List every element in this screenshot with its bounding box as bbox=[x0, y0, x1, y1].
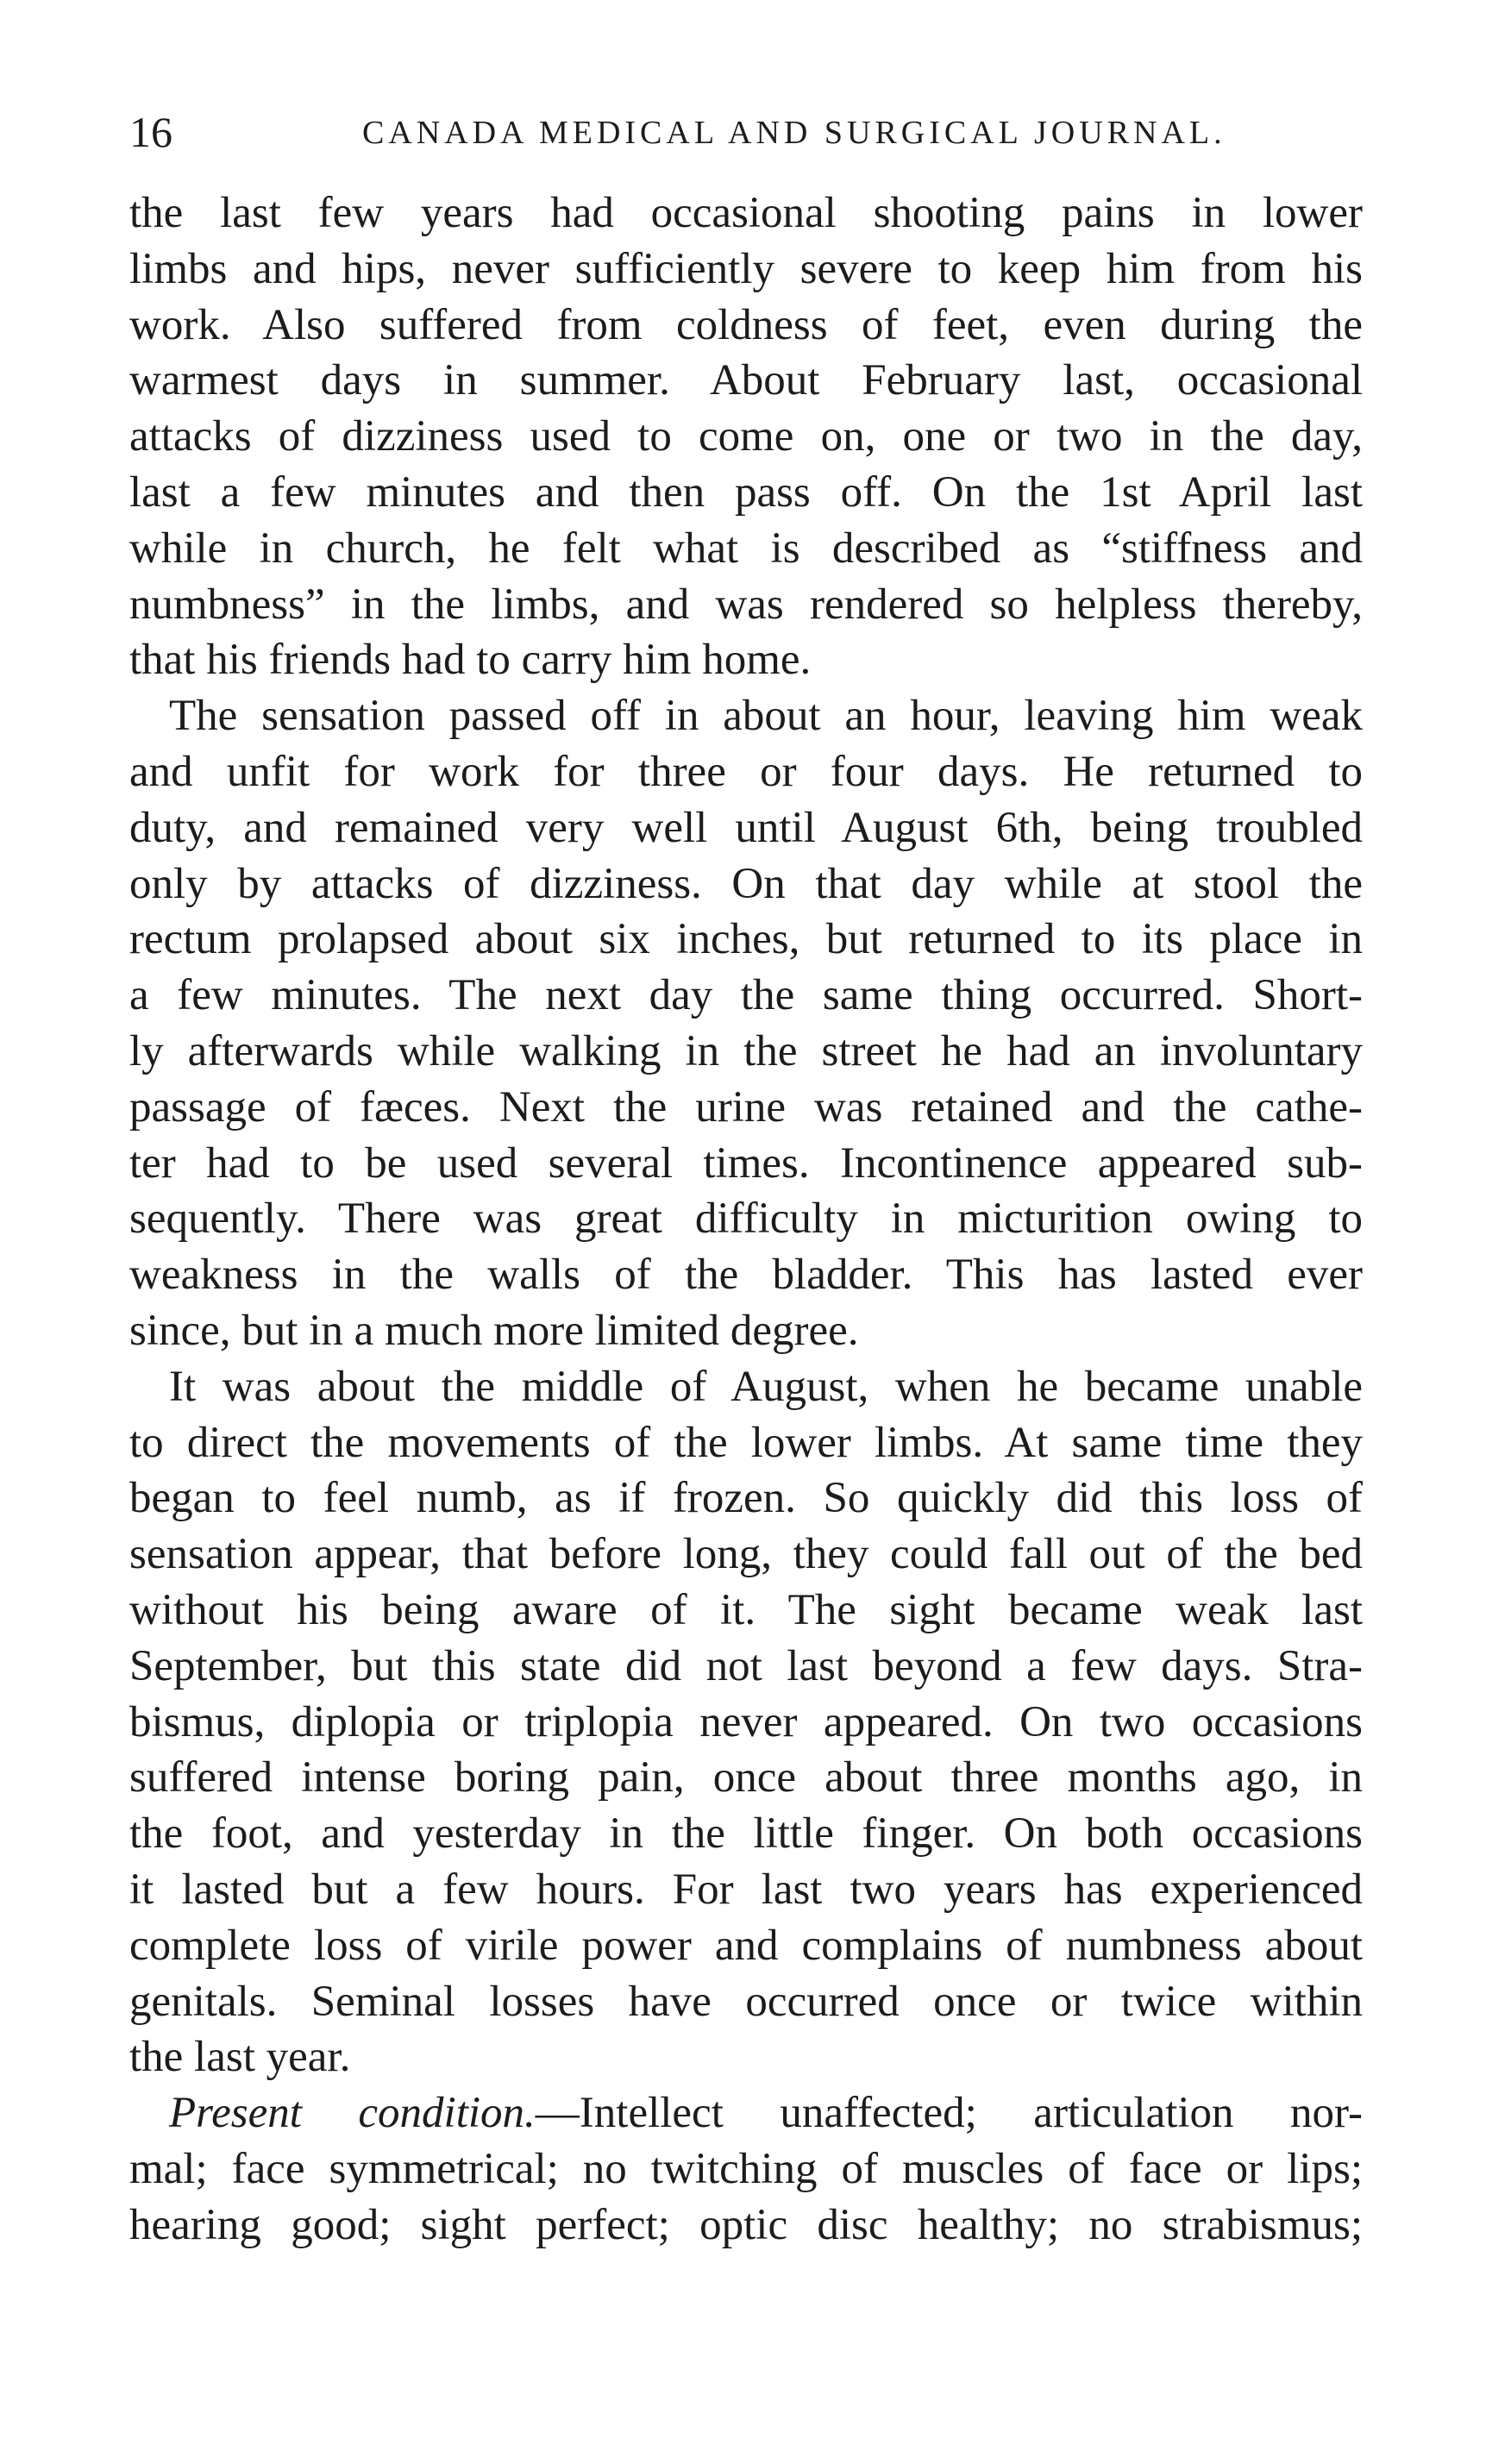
text-line: attacks of dizziness used to come on, one or two in the day, bbox=[129, 412, 1363, 461]
text-line: since, but in a much more limited degree. bbox=[129, 1306, 859, 1355]
text-line: sequently. There was great difficulty in micturition owing to bbox=[129, 1194, 1363, 1244]
text-line: genitals. Seminal losses have occurred once or twice within bbox=[129, 1977, 1363, 2026]
text-line: last a few minutes and then pass off. On the 1st April last bbox=[129, 467, 1363, 517]
text-line: passage of fæces. Next the urine was retained and the cathe- bbox=[129, 1082, 1363, 1132]
text-line: hearing good; sight perfect; optic disc healthy; no strabismus; bbox=[129, 2200, 1363, 2249]
paragraph-sensation bbox=[129, 688, 1363, 1359]
text-line: the last year. bbox=[129, 2033, 351, 2082]
text-line: began to feel numb, as if frozen. So quickly did this loss of bbox=[129, 1474, 1363, 1523]
section-heading-present-condition: Present condition. bbox=[169, 2089, 536, 2138]
text-line: ly afterwards while walking in the street he had an involuntary bbox=[129, 1026, 1363, 1075]
text-line: bismus, diplopia or triplopia never appeared. On two occasions bbox=[129, 1697, 1363, 1746]
text-line: to direct the movements of the lower limbs. At same time they bbox=[129, 1418, 1363, 1467]
page-number: 16 bbox=[129, 108, 172, 156]
text-line: while in church, he felt what is described as “stiffness and bbox=[129, 524, 1363, 573]
text-line: it lasted but a few hours. For last two years has experienced bbox=[129, 1865, 1363, 1914]
text-line: sensation appear, that before long, they could fall out of the bed bbox=[129, 1530, 1363, 1579]
text-line: numbness” in the limbs, and was rendered so helpless thereby, bbox=[129, 580, 1363, 629]
text-line: rectum prolapsed about six inches, but returned to its place in bbox=[129, 915, 1363, 964]
paragraph-present-condition bbox=[129, 2085, 1363, 2253]
text-line: duty, and remained very well until August 6th, being troubled bbox=[129, 803, 1363, 852]
text-line: the last few years had occasional shooting pains in lower bbox=[129, 189, 1363, 237]
text-line: the foot, and yesterday in the little finger. On both occasions bbox=[129, 1809, 1363, 1859]
text-line: and unfit for work for three or four days. He returned to bbox=[129, 747, 1363, 796]
text-line: a few minutes. The next day the same thing occurred. Short- bbox=[129, 971, 1363, 1020]
journal-title: CANADA MEDICAL AND SURGICAL JOURNAL. bbox=[362, 115, 1226, 151]
text-line: It was about the middle of August, when he became unable bbox=[169, 1362, 1363, 1411]
text-line: that his friends had to carry him home. bbox=[129, 636, 812, 685]
text-line: weakness in the walls of the bladder. This has lasted ever bbox=[129, 1251, 1363, 1300]
text-line: without his being aware of it. The sight became weak last bbox=[129, 1585, 1363, 1634]
running-head bbox=[129, 102, 1363, 162]
text-line: September, but this state did not last beyond a few days. Stra- bbox=[129, 1641, 1363, 1690]
text-line bbox=[129, 2085, 1363, 2141]
text-line: complete loss of virile power and complains of numbness about bbox=[129, 1921, 1363, 1970]
text-line: only by attacks of dizziness. On that day while at stool the bbox=[129, 859, 1363, 908]
text-line: suffered intense boring pain, once about three months ago, in bbox=[129, 1753, 1363, 1803]
text-line: The sensation passed off in about an hour, leaving him weak bbox=[169, 692, 1363, 741]
text-run: —Intellect unaffected; articulation nor- bbox=[535, 2089, 1363, 2138]
article-body bbox=[129, 185, 1363, 2253]
text-line: warmest days in summer. About February last, occasional bbox=[129, 356, 1363, 405]
paragraph-history bbox=[129, 185, 1363, 688]
text-line: mal; face symmetrical; no twitching of muscles of face or lips; bbox=[129, 2144, 1363, 2193]
paragraph-august bbox=[129, 1359, 1363, 2085]
text-line: limbs and hips, never sufficiently severe to keep him from his bbox=[129, 244, 1363, 293]
text-line: ter had to be used several times. Incontinence appeared sub- bbox=[129, 1138, 1363, 1188]
text-line: work. Also suffered from coldness of feet, even during the bbox=[129, 300, 1363, 349]
